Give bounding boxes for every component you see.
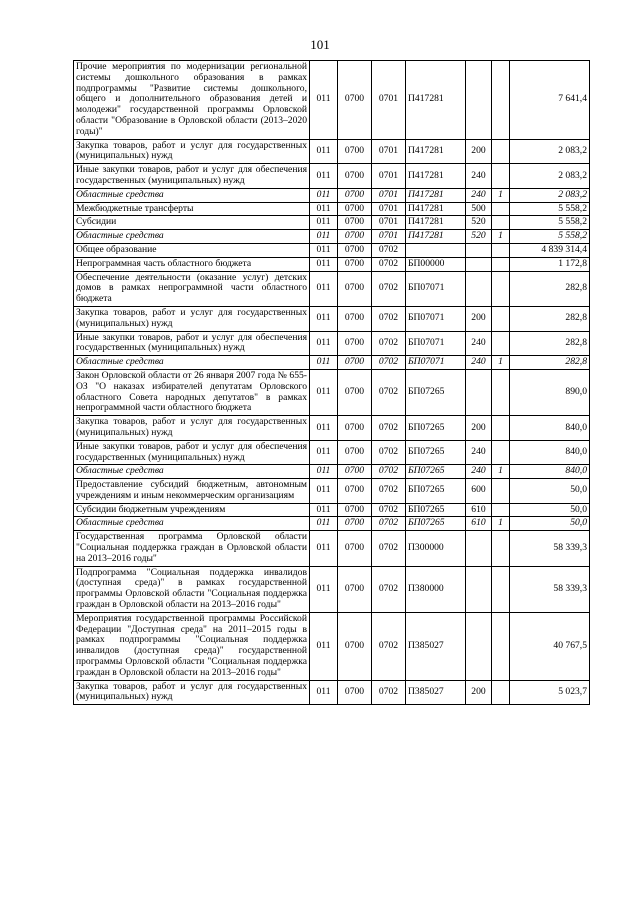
row-name: Прочие мероприятия по модернизации региональной системы дошкольного образования в рамках подпрограммы "Развитие системы дошкольного, общего и дополнительного образования детей и молодежи" государственной программы Орловской области "Образование в Орловской области (2013–2020 годы)" — [74, 61, 310, 140]
table-row — [74, 416, 590, 441]
table-row — [74, 164, 590, 189]
row-amount: 5 558,2 — [510, 230, 590, 244]
row-name: Закупка товаров, работ и услуг для государственных (муниципальных) нужд — [74, 680, 310, 705]
row-grbs: 011 — [310, 139, 338, 164]
row-funding-source — [492, 479, 510, 504]
row-grbs: 011 — [310, 257, 338, 271]
table-row — [74, 356, 590, 370]
row-subsection: 0702 — [372, 465, 406, 479]
row-funding-source — [492, 566, 510, 612]
row-section: 0700 — [338, 257, 372, 271]
row-target-article: БП07071 — [406, 331, 466, 356]
row-grbs: 011 — [310, 230, 338, 244]
row-section: 0700 — [338, 216, 372, 230]
table-row — [74, 503, 590, 517]
row-funding-source — [492, 257, 510, 271]
row-target-article — [406, 243, 466, 257]
row-section: 0700 — [338, 188, 372, 202]
row-expense-type: 520 — [466, 230, 492, 244]
row-funding-source — [492, 612, 510, 680]
row-subsection: 0702 — [372, 416, 406, 441]
row-name: Субсидии — [74, 216, 310, 230]
row-name: Непрограммная часть областного бюджета — [74, 257, 310, 271]
row-target-article: БП07265 — [406, 416, 466, 441]
row-funding-source: 1 — [492, 356, 510, 370]
table-row — [74, 680, 590, 705]
row-funding-source — [492, 306, 510, 331]
row-target-article: П417281 — [406, 139, 466, 164]
row-name: Закупка товаров, работ и услуг для государственных (муниципальных) нужд — [74, 139, 310, 164]
row-expense-type: 610 — [466, 517, 492, 531]
row-grbs: 011 — [310, 465, 338, 479]
row-name: Областные средства — [74, 356, 310, 370]
row-name: Закупка товаров, работ и услуг для государственных (муниципальных) нужд — [74, 416, 310, 441]
row-subsection: 0702 — [372, 369, 406, 415]
table-row — [74, 440, 590, 465]
row-amount: 2 083,2 — [510, 188, 590, 202]
table-row — [74, 230, 590, 244]
row-subsection: 0702 — [372, 566, 406, 612]
table-row — [74, 566, 590, 612]
row-expense-type: 240 — [466, 440, 492, 465]
row-expense-type — [466, 271, 492, 306]
row-amount: 4 839 314,4 — [510, 243, 590, 257]
budget-table-body — [74, 61, 590, 705]
row-funding-source — [492, 531, 510, 566]
row-expense-type: 200 — [466, 139, 492, 164]
row-funding-source — [492, 216, 510, 230]
table-row — [74, 188, 590, 202]
row-name: Субсидии бюджетным учреждениям — [74, 503, 310, 517]
row-expense-type: 200 — [466, 416, 492, 441]
table-row — [74, 369, 590, 415]
row-grbs: 011 — [310, 271, 338, 306]
row-name: Иные закупки товаров, работ и услуг для обеспечения государственных (муниципальных) нужд — [74, 440, 310, 465]
row-expense-type: 500 — [466, 202, 492, 216]
row-funding-source — [492, 440, 510, 465]
row-target-article: П417281 — [406, 164, 466, 189]
row-subsection: 0701 — [372, 61, 406, 140]
row-target-article: БП07265 — [406, 369, 466, 415]
row-expense-type: 200 — [466, 680, 492, 705]
row-name: Межбюджетные трансферты — [74, 202, 310, 216]
row-name: Областные средства — [74, 465, 310, 479]
row-funding-source — [492, 271, 510, 306]
row-section: 0700 — [338, 566, 372, 612]
budget-table — [73, 60, 590, 705]
row-subsection: 0702 — [372, 257, 406, 271]
row-expense-type: 240 — [466, 356, 492, 370]
row-subsection: 0702 — [372, 271, 406, 306]
row-amount: 50,0 — [510, 479, 590, 504]
row-funding-source — [492, 503, 510, 517]
row-subsection: 0701 — [372, 230, 406, 244]
row-amount: 840,0 — [510, 416, 590, 441]
row-section: 0700 — [338, 164, 372, 189]
row-funding-source: 1 — [492, 230, 510, 244]
row-target-article: П385027 — [406, 612, 466, 680]
table-row — [74, 216, 590, 230]
table-row — [74, 331, 590, 356]
row-name: Общее образование — [74, 243, 310, 257]
row-funding-source — [492, 680, 510, 705]
row-amount: 282,8 — [510, 331, 590, 356]
row-grbs: 011 — [310, 331, 338, 356]
row-expense-type — [466, 243, 492, 257]
row-grbs: 011 — [310, 680, 338, 705]
row-amount: 840,0 — [510, 465, 590, 479]
row-amount: 7 641,4 — [510, 61, 590, 140]
row-expense-type: 610 — [466, 503, 492, 517]
row-section: 0700 — [338, 465, 372, 479]
row-funding-source — [492, 416, 510, 441]
row-target-article: П380000 — [406, 566, 466, 612]
table-row — [74, 202, 590, 216]
row-subsection: 0701 — [372, 164, 406, 189]
row-name: Государственная программа Орловской области "Социальная поддержка граждан в Орловской области на 2013–2016 годы" — [74, 531, 310, 566]
row-section: 0700 — [338, 440, 372, 465]
table-row — [74, 243, 590, 257]
row-target-article: П300000 — [406, 531, 466, 566]
table-row — [74, 479, 590, 504]
row-expense-type — [466, 531, 492, 566]
page-number: 101 — [310, 37, 330, 52]
row-name: Закупка товаров, работ и услуг для государственных (муниципальных) нужд — [74, 306, 310, 331]
row-grbs: 011 — [310, 243, 338, 257]
row-section: 0700 — [338, 517, 372, 531]
row-name: Иные закупки товаров, работ и услуг для обеспечения государственных (муниципальных) нужд — [74, 164, 310, 189]
row-expense-type: 240 — [466, 188, 492, 202]
row-subsection: 0702 — [372, 680, 406, 705]
row-grbs: 011 — [310, 440, 338, 465]
row-expense-type — [466, 61, 492, 140]
row-subsection: 0702 — [372, 440, 406, 465]
row-funding-source — [492, 139, 510, 164]
row-section: 0700 — [338, 416, 372, 441]
row-section: 0700 — [338, 331, 372, 356]
row-section: 0700 — [338, 531, 372, 566]
row-grbs: 011 — [310, 503, 338, 517]
table-row — [74, 61, 590, 140]
row-funding-source: 1 — [492, 188, 510, 202]
row-amount: 58 339,3 — [510, 531, 590, 566]
row-section: 0700 — [338, 356, 372, 370]
row-name: Областные средства — [74, 517, 310, 531]
row-target-article: П417281 — [406, 202, 466, 216]
row-expense-type — [466, 369, 492, 415]
row-subsection: 0701 — [372, 216, 406, 230]
row-target-article: П385027 — [406, 680, 466, 705]
row-grbs: 011 — [310, 306, 338, 331]
row-expense-type: 200 — [466, 306, 492, 331]
row-name: Предоставление субсидий бюджетным, автономным учреждениям и иным некоммерческим организациям — [74, 479, 310, 504]
row-expense-type: 240 — [466, 331, 492, 356]
row-section: 0700 — [338, 230, 372, 244]
row-grbs: 011 — [310, 202, 338, 216]
table-row — [74, 306, 590, 331]
row-amount: 1 172,8 — [510, 257, 590, 271]
row-target-article: БП07265 — [406, 503, 466, 517]
row-name: Закон Орловской области от 26 января 2007 года № 655-ОЗ "О наказах избирателей депутатам Орловского областного Совета народных депутатов" в рамках непрограммной части областного бюджета — [74, 369, 310, 415]
row-section: 0700 — [338, 680, 372, 705]
row-amount: 50,0 — [510, 503, 590, 517]
row-target-article: БП07265 — [406, 517, 466, 531]
row-subsection: 0702 — [372, 531, 406, 566]
table-row — [74, 531, 590, 566]
table-row — [74, 465, 590, 479]
row-grbs: 011 — [310, 531, 338, 566]
row-amount: 5 558,2 — [510, 202, 590, 216]
row-funding-source — [492, 243, 510, 257]
table-row — [74, 139, 590, 164]
row-grbs: 011 — [310, 188, 338, 202]
row-amount: 282,8 — [510, 306, 590, 331]
row-target-article: БП07071 — [406, 356, 466, 370]
row-section: 0700 — [338, 271, 372, 306]
row-grbs: 011 — [310, 61, 338, 140]
row-subsection: 0702 — [372, 517, 406, 531]
row-funding-source: 1 — [492, 517, 510, 531]
row-grbs: 011 — [310, 479, 338, 504]
row-section: 0700 — [338, 243, 372, 257]
row-grbs: 011 — [310, 517, 338, 531]
row-target-article: БП07265 — [406, 465, 466, 479]
table-row — [74, 612, 590, 680]
row-amount: 2 083,2 — [510, 164, 590, 189]
row-funding-source — [492, 369, 510, 415]
row-target-article: БП07071 — [406, 271, 466, 306]
row-target-article: П417281 — [406, 230, 466, 244]
row-name: Областные средства — [74, 188, 310, 202]
row-section: 0700 — [338, 369, 372, 415]
row-subsection: 0701 — [372, 139, 406, 164]
row-section: 0700 — [338, 503, 372, 517]
row-grbs: 011 — [310, 416, 338, 441]
row-amount: 5 558,2 — [510, 216, 590, 230]
row-amount: 2 083,2 — [510, 139, 590, 164]
row-funding-source — [492, 331, 510, 356]
row-section: 0700 — [338, 61, 372, 140]
row-target-article: БП07265 — [406, 440, 466, 465]
table-row — [74, 517, 590, 531]
row-grbs: 011 — [310, 566, 338, 612]
row-grbs: 011 — [310, 216, 338, 230]
row-funding-source: 1 — [492, 465, 510, 479]
row-amount: 282,8 — [510, 271, 590, 306]
row-funding-source — [492, 164, 510, 189]
row-funding-source — [492, 61, 510, 140]
table-row — [74, 271, 590, 306]
row-subsection: 0702 — [372, 479, 406, 504]
row-subsection: 0702 — [372, 331, 406, 356]
row-target-article: БП07071 — [406, 306, 466, 331]
row-target-article: П417281 — [406, 188, 466, 202]
row-amount: 5 023,7 — [510, 680, 590, 705]
row-grbs: 011 — [310, 612, 338, 680]
row-expense-type: 240 — [466, 465, 492, 479]
row-subsection: 0701 — [372, 202, 406, 216]
row-name: Иные закупки товаров, работ и услуг для обеспечения государственных (муниципальных) нужд — [74, 331, 310, 356]
row-amount: 840,0 — [510, 440, 590, 465]
row-expense-type: 240 — [466, 164, 492, 189]
row-expense-type: 520 — [466, 216, 492, 230]
row-section: 0700 — [338, 479, 372, 504]
row-name: Подпрограмма "Социальная поддержка инвалидов (доступная среда)" в рамках государственной программы Орловской области "Социальная поддержка граждан в Орловской области на 2013–2016 годы" — [74, 566, 310, 612]
row-name: Мероприятия государственной программы Российской Федерации "Доступная среда" на 2011–2015 годы в рамках подпрограммы "Социальная поддержка инвалидов (доступная среда)" государственной программы Орловской области "Социальная поддержка граждан в Орловской области на 2013–2016 годы" — [74, 612, 310, 680]
row-target-article: БП00000 — [406, 257, 466, 271]
row-subsection: 0702 — [372, 503, 406, 517]
row-grbs: 011 — [310, 356, 338, 370]
row-name: Обеспечение деятельности (оказание услуг) детских домов в рамках непрограммной части областного бюджета — [74, 271, 310, 306]
row-expense-type — [466, 612, 492, 680]
row-section: 0700 — [338, 139, 372, 164]
row-amount: 282,8 — [510, 356, 590, 370]
row-target-article: П417281 — [406, 61, 466, 140]
row-amount: 50,0 — [510, 517, 590, 531]
row-subsection: 0702 — [372, 612, 406, 680]
row-subsection: 0702 — [372, 356, 406, 370]
row-funding-source — [492, 202, 510, 216]
row-grbs: 011 — [310, 369, 338, 415]
row-section: 0700 — [338, 306, 372, 331]
row-name: Областные средства — [74, 230, 310, 244]
row-expense-type: 600 — [466, 479, 492, 504]
row-amount: 40 767,5 — [510, 612, 590, 680]
row-section: 0700 — [338, 202, 372, 216]
row-grbs: 011 — [310, 164, 338, 189]
row-expense-type — [466, 566, 492, 612]
row-subsection: 0702 — [372, 243, 406, 257]
row-section: 0700 — [338, 612, 372, 680]
row-amount: 58 339,3 — [510, 566, 590, 612]
row-expense-type — [466, 257, 492, 271]
row-target-article: БП07265 — [406, 479, 466, 504]
row-subsection: 0702 — [372, 306, 406, 331]
row-amount: 890,0 — [510, 369, 590, 415]
table-row — [74, 257, 590, 271]
row-target-article: П417281 — [406, 216, 466, 230]
row-subsection: 0701 — [372, 188, 406, 202]
